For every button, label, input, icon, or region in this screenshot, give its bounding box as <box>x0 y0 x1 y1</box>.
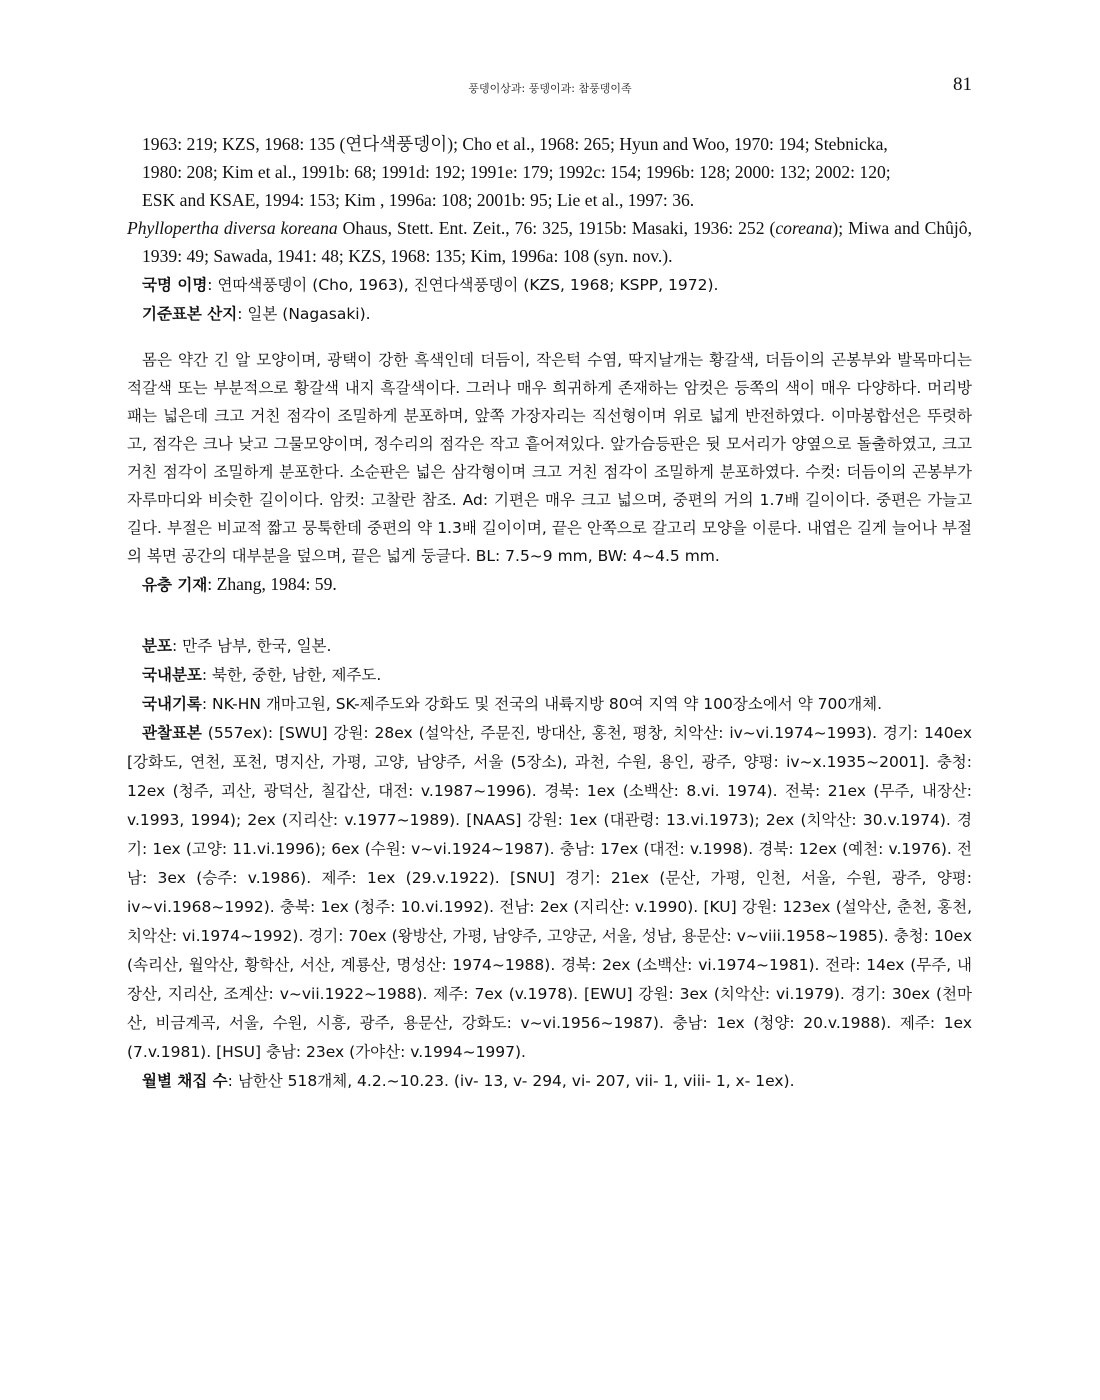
type-locality-text: : 일본 (Nagasaki). <box>237 305 371 323</box>
domestic-records <box>127 689 972 718</box>
description-paragraph: 몸은 약간 긴 알 모양이며, 광택이 강한 흑색인데 더듬이, 작은턱 수염, 딱지날개는 황갈색, 더듬이의 곤봉부와 발목마디는 적갈색 또는 부분적으로 황갈색 내지 흑갈색이다. 그러나 매우 희귀하게 존재하는 암컷은 등쪽의 색이 매우 다양하다. 머리방패는 넓은데 크고 거친 점각이 조밀하게 분포하며, 앞쪽 가장자리는 직선형이며 위로 넓게 반전하였다. 이마봉합선은 뚜렷하고, 점각은 크나 낮고 그물모양이며, 정수리의 점각은 작고 흩어져있다. 앞가슴등판은 뒷 모서리가 양옆으로 돌출하였고, 크고 거친 점각이 조밀하게 분포한다. 소순판은 넓은 삼각형이며 크고 거친 점각이 조밀하게 분포하였다. 수컷: 더듬이의 곤봉부가 자루마디와 비슷한 길이이다. 암컷: 고찰란 참조. Ad: 기편은 매우 크고 넓으며, 중편의 거의 1.7배 길이이다. 중편은 가늘고 길다. 부절은 비교적 짧고 뭉툭한데 중편의 약 1.3배 길이이며, 끝은 안쪽으로 갈고리 모양을 이룬다. 내엽은 길게 늘어나 부절의 복면 공간의 대부분을 덮으며, 끝은 넓게 둥글다. BL: 7.5~9 mm, BW: 4~4.5 mm. <box>127 351 972 565</box>
distribution-text: : 만주 남부, 한국, 일본. <box>171 637 332 655</box>
type-locality <box>127 299 972 328</box>
synonym-name: Phyllopertha diversa koreana <box>127 218 338 238</box>
synonym-text: Ohaus, Stett. Ent. Zeit., 76: 325, 1915b: Masaki, 1936: 252 ( <box>337 218 776 238</box>
korean-synonym-label: 국명 이명 <box>142 276 208 294</box>
running-head: 풍뎅이상과: 풍뎅이과: 참풍뎅이족 <box>468 82 632 95</box>
page-number: 81 <box>953 74 972 95</box>
domestic-distribution-text: : 북한, 중한, 남한, 제주도. <box>201 666 382 684</box>
larva-description <box>127 570 972 599</box>
reference-line: ESK and KSAE, 1994: 153; Kim , 1996a: 108; 2001b: 95; Lie et al., 1997: 36. <box>142 190 695 210</box>
korean-synonym <box>127 270 972 299</box>
reference-line: 1963: 219; KZS, 1968: 135 (연다색풍뎅이); Cho et al., 1968: 265; Hyun and Woo, 1970: 194; Stebnicka, <box>142 134 888 154</box>
monthly-collection-label: 월별 채집 수 <box>142 1072 228 1090</box>
synonym-text: ); Miwa and Chûjô, 1939: 49; Sawada, 1941: 48; KZS, 1968: 135; Kim, 1996a: 108 (syn. nov.). <box>142 218 973 266</box>
type-locality-label: 기준표본 산지 <box>142 305 238 323</box>
page-body <box>127 130 972 1095</box>
korean-synonym-text: : 연따색풍뎅이 (Cho, 1963), 진연다색풍뎅이 (KZS, 1968; KSPP, 1972). <box>207 276 719 294</box>
examined-material-text: (557ex): [SWU] 강원: 28ex (설악산, 주문진, 방대산, 홍천, 평창, 치악산: iv~vi.1974~1993). 경기: 140ex [강화도, 연천, 포천, 명지산, 가평, 고양, 남양주, 서울 (5장소), 과천, 수원, 용인, 광주, 양평: iv~x.1935~2001]. 충청: 12ex (청주, 괴산, 광덕산, 칠갑산, 대전: v.1987~1996). 경북: 1ex (소백산: 8.vi. 1974). 전북: 21ex (무주, 내장산: v.1993, 1994); 2ex (지리산: v.1977~1989). [NAAS] 강원: 1ex (대관령: 13.vi.1973); 2ex (치악산: 30.v.1974). 경기: 1ex (고양: 11.vi.1996); 6ex (수원: v~vi.1924~1987). 충남: 17ex (대전: v.1998). 경북: 12ex (예천: v.1976). 전남: 3ex (승주: v.1986). 제주: 1ex (29.v.1922). [SNU] 경기: 21ex (문산, 가평, 인천, 서울, 수원, 광주, 양평: iv~vi.1968~1992). 충북: 1ex (청주: 10.vi.1992). 전남: 2ex (지리산: v.1990). [KU] 강원: 123ex (설악산, 춘천, 홍천, 치악산: vi.1974~1992). 경기: 70ex (왕방산, 가평, 남양주, 고양군, 서울, 성남, 용문산: v~viii.1958~1985). 충청: 10ex (속리산, 월악산, 황학산, 서산, 계룡산, 명성산: 1974~1988). 경북: 2ex (소백산: vi.1974~1981). 전라: 14ex (무주, 내장산, 지리산, 조계산: v~vii.1922~1988). 제주: 7ex (v.1978). [EWU] 강원: 3ex (치악산: vi.1979). 경기: 30ex (천마산, 비금계곡, 서울, 수원, 시흥, 광주, 용문산, 강화도: v~vi.1956~1987). 충남: 1ex (청양: 20.v.1988). 제주: 1ex (7.v.1981). [HSU] 충남: 23ex (가야산: v.1994~1997). <box>127 724 972 1061</box>
examined-material-label: 관찰표본 <box>142 724 202 742</box>
synonym-italic: coreana <box>775 218 833 238</box>
larva-text: : Zhang, 1984: 59. <box>207 574 337 594</box>
monthly-collection <box>127 1066 972 1095</box>
larva-label: 유충 기재 <box>142 576 208 594</box>
domestic-distribution-label: 국내분포 <box>142 666 202 684</box>
domestic-records-text: : NK-HN 개마고원, SK-제주도와 강화도 및 전국의 내륙지방 80여 지역 약 100장소에서 약 700개체. <box>201 695 883 713</box>
domestic-records-label: 국내기록 <box>142 695 202 713</box>
synonym-citation <box>127 214 972 270</box>
distribution-label: 분포 <box>142 637 172 655</box>
distribution <box>127 631 972 660</box>
examined-material <box>127 718 972 1066</box>
monthly-collection-text: : 남한산 518개체, 4.2.~10.23. (iv- 13, v- 294, vi- 207, vii- 1, viii- 1, x- 1ex). <box>227 1072 795 1090</box>
reference-line: 1980: 208; Kim et al., 1991b: 68; 1991d: 192; 1991e: 179; 1992c: 154; 1996b: 128; 2000: 132; 2002: 120; <box>142 162 891 182</box>
domestic-distribution <box>127 660 972 689</box>
